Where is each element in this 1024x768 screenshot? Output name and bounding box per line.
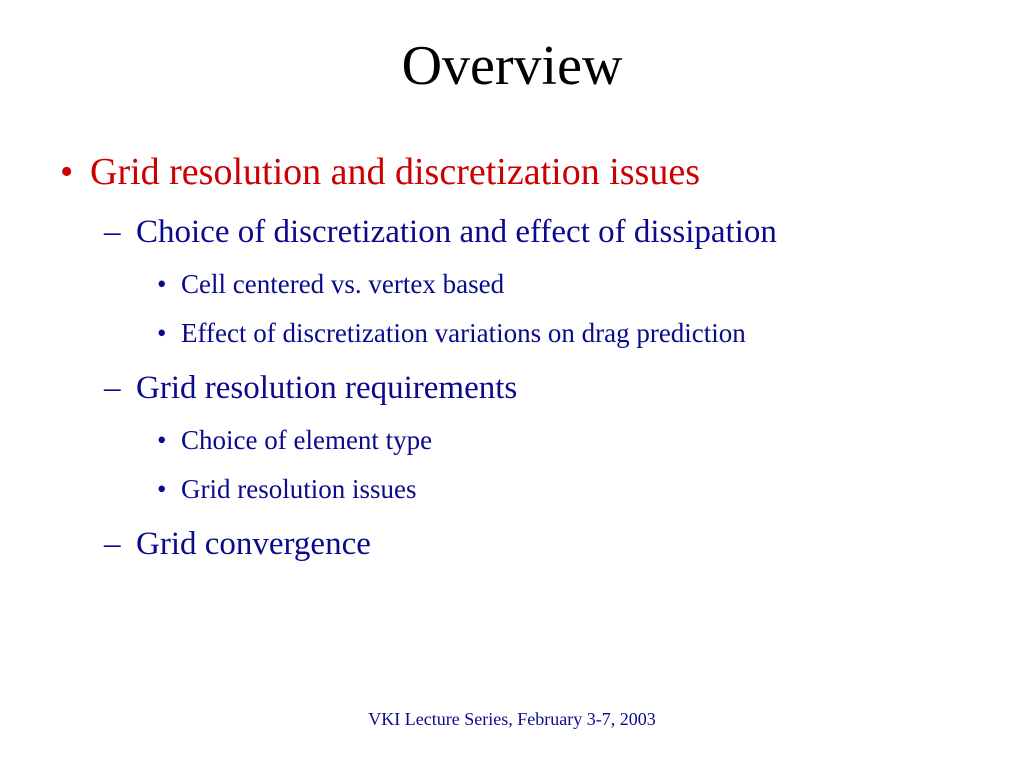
bullet-marker: • — [157, 425, 167, 455]
outline-item-text: Grid resolution and discretization issues — [90, 151, 700, 193]
outline-item-level2 — [104, 368, 518, 408]
outline-item-text: Grid convergence — [136, 526, 371, 562]
outline-item-text: Grid resolution issues — [181, 474, 417, 504]
outline-item-text: Grid resolution requirements — [136, 370, 518, 406]
outline-item-level3 — [157, 424, 433, 456]
outline-item-level3 — [157, 473, 417, 505]
bullet-marker: • — [157, 269, 167, 299]
dash-marker: – — [104, 526, 121, 562]
dash-marker: – — [104, 214, 121, 250]
outline-item-text: Choice of discretization and effect of dissipation — [136, 214, 777, 250]
outline-item-level2 — [104, 524, 371, 564]
bullet-marker: • — [60, 151, 74, 193]
slide-title: Overview — [401, 35, 623, 97]
outline-item-text: Effect of discretization variations on drag prediction — [181, 318, 746, 348]
outline-item-level3 — [157, 268, 505, 300]
outline-item-text: Cell centered vs. vertex based — [181, 269, 505, 299]
dash-marker: – — [104, 370, 121, 406]
bullet-marker: • — [157, 474, 167, 504]
outline-item-level3 — [157, 317, 746, 349]
outline-item-level2 — [104, 212, 777, 252]
bullet-marker: • — [157, 318, 167, 348]
slide-footer: VKI Lecture Series, February 3-7, 2003 — [368, 709, 656, 729]
outline-item-level1 — [60, 150, 700, 194]
outline-item-text: Choice of element type — [181, 425, 433, 455]
